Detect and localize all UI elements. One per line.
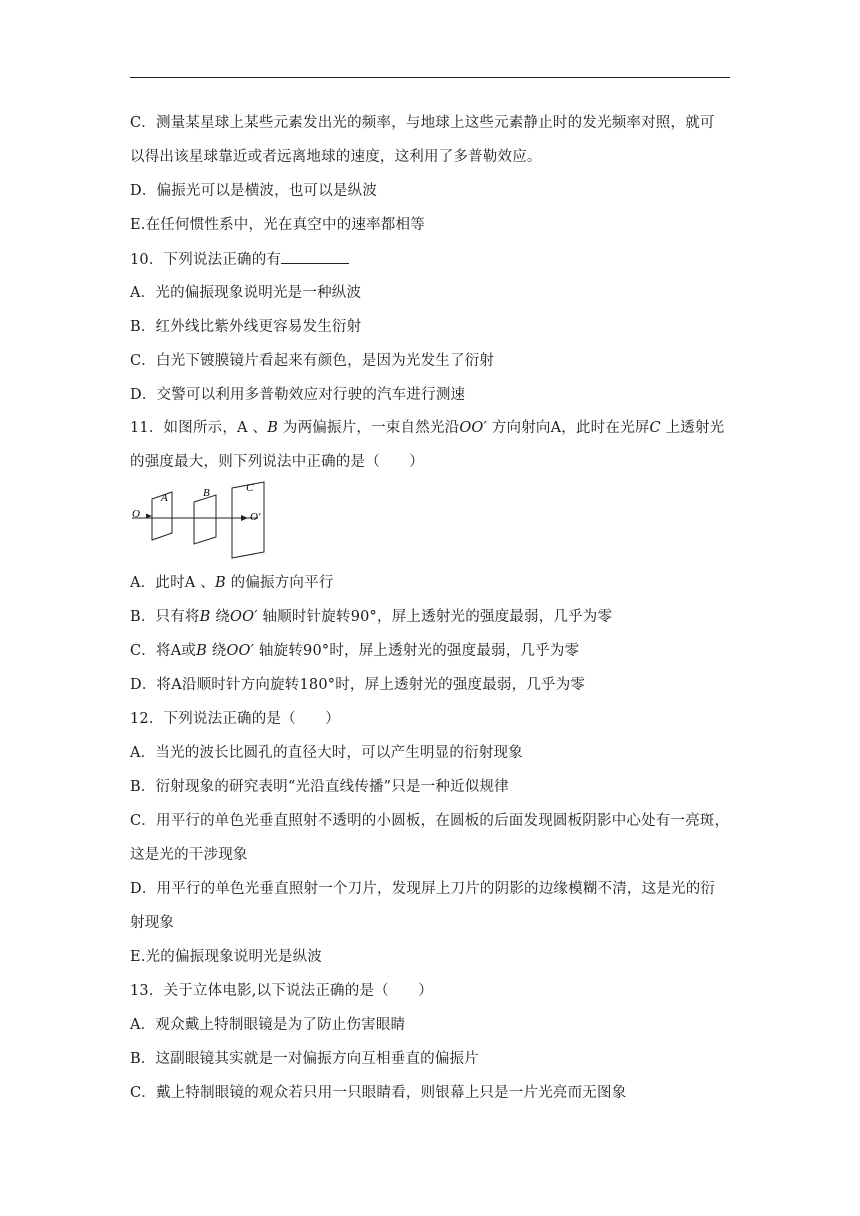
label-o: O (132, 508, 140, 520)
q11-a-part: 的偏振方向平行 (225, 575, 334, 591)
q11-stem-part: 为两偏振片，一束自然光沿 (278, 420, 460, 436)
q9-option-c-line1: C．测量某星球上某些元素发出光的频率，与地球上这些元素静止时的发光频率对照，就可 (130, 115, 715, 131)
answer-blank (281, 249, 349, 264)
q12-option-e: E.光的偏振现象说明光是纵波 (130, 949, 322, 965)
q11-b-var-b: B (199, 609, 211, 625)
q12-option-b: B．衍射现象的研究表明“光沿直线传播”只是一种近似规律 (130, 779, 509, 795)
q13-option-b: B．这副眼镜其实就是一对偏振方向互相垂直的偏振片 (130, 1051, 479, 1067)
header-rule (130, 77, 730, 78)
q11-stem-part: 11．如图所示，A 、 (130, 420, 268, 436)
polarizer-diagram (128, 478, 278, 563)
q12-option-d-line1: D．用平行的单色光垂直照射一个刀片，发现屏上刀片的阴影的边缘模糊不清，这是光的衍 (130, 881, 716, 897)
label-b: B (203, 487, 210, 499)
q11-c-part: C．将A或 (130, 643, 197, 659)
q10-stem (130, 249, 349, 270)
q10-stem-text: 10．下列说法正确的有 (130, 252, 282, 268)
q11-b-part: B．只有将 (130, 609, 200, 625)
ray-arrow-2 (241, 515, 248, 521)
q11-stem-part: 上透射光 (660, 420, 725, 436)
q11-option-c (130, 641, 579, 661)
q12-stem: 12．下列说法正确的是（ ） (130, 711, 340, 727)
q11-c-var-b: B (196, 643, 207, 659)
q9-option-e: E.在任何惯性系中，光在真空中的速率都相等 (130, 217, 425, 233)
label-a: A (161, 492, 168, 504)
q10-option-c: C．白光下镀膜镜片看起来有颜色，是因为光发生了衍射 (130, 353, 495, 369)
q12-option-a: A．当光的波长比圆孔的直径大时，可以产生明显的衍射现象 (130, 745, 523, 761)
q9-option-d: D．偏振光可以是横波，也可以是纵波 (130, 183, 378, 199)
q13-option-a: A．观众戴上特制眼镜是为了防止伤害眼睛 (130, 1017, 406, 1033)
q11-var-c: C (649, 420, 661, 436)
q11-stem-line2: 的强度最大，则下列说法中正确的是（ ） (130, 454, 424, 470)
q11-a-var-b: B (214, 575, 226, 591)
q11-option-b (130, 607, 612, 627)
q12-option-d-line2: 射现象 (130, 915, 175, 931)
polarizer-b (194, 495, 216, 544)
q11-c-var-oo: OO′ (226, 643, 255, 659)
q11-stem-line1 (130, 418, 724, 438)
q11-b-part: 轴顺时针旋转90°，屏上透射光的强度最弱，几乎为零 (257, 609, 613, 625)
q9-option-c-line2: 以得出该星球靠近或者远离地球的速度，这利用了多普勒效应。 (130, 149, 542, 165)
q13-option-c: C．戴上特制眼镜的观众若只用一只眼睛看，则银幕上只是一片光亮而无图象 (130, 1085, 627, 1101)
q11-c-part: 绕 (206, 643, 227, 659)
q10-option-a: A．光的偏振现象说明光是一种纵波 (130, 285, 362, 301)
q11-option-a (130, 573, 334, 593)
q11-a-part: A．此时A 、 (130, 575, 215, 591)
q11-option-d: D．将A沿顺时针方向旋转180°时，屏上透射光的强度最弱，几乎为零 (130, 677, 586, 693)
q10-option-d: D．交警可以利用多普勒效应对行驶的汽车进行测速 (130, 387, 466, 403)
q13-stem: 13．关于立体电影,以下说法正确的是（ ） (130, 983, 433, 999)
q12-option-c-line2: 这是光的干涉现象 (130, 847, 248, 863)
q11-b-part: 绕 (210, 609, 231, 625)
q11-b-var-oo: OO′ (230, 609, 258, 625)
q11-var-b: B (267, 420, 279, 436)
label-c: C (246, 482, 254, 494)
label-o-prime: O′ (250, 511, 261, 523)
q11-c-part: 轴旋转90°时，屏上透射光的强度最弱，几乎为零 (254, 643, 580, 659)
q11-var-oo: OO′ (459, 420, 487, 436)
q10-option-b: B．红外线比紫外线更容易发生衍射 (130, 319, 362, 335)
q11-stem-part: 方向射向A，此时在光屏 (486, 420, 650, 436)
q12-option-c-line1: C．用平行的单色光垂直照射不透明的小圆板，在圆板的后面发现圆板阴影中心处有一亮斑， (130, 813, 730, 829)
